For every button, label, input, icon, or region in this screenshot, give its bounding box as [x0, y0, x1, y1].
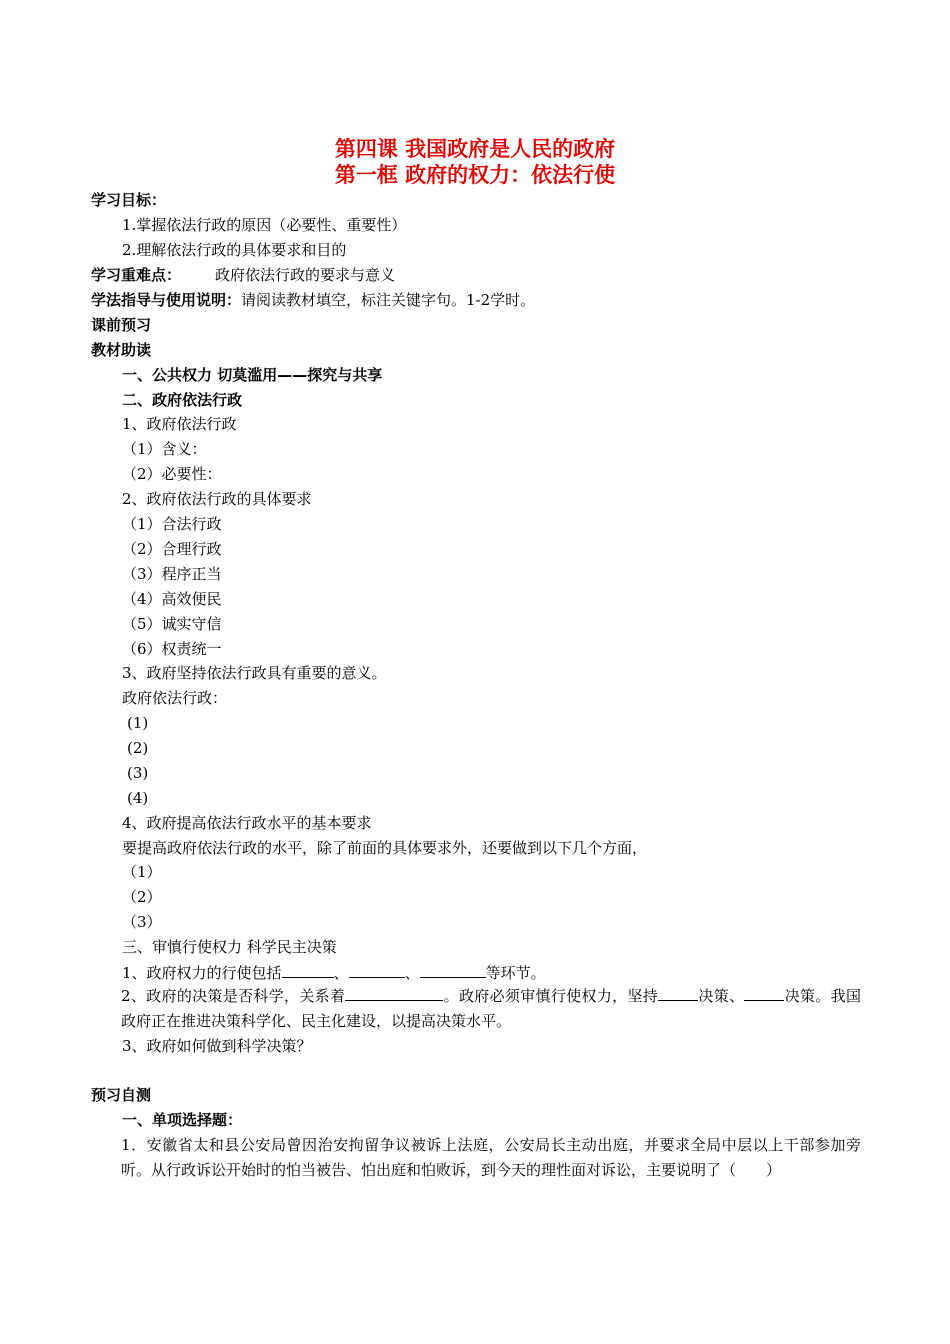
outline-subitem: （1）含义： [122, 440, 207, 458]
outline-item: 3、政府如何做到科学决策？ [122, 1037, 312, 1055]
answer-blank[interactable] [658, 985, 698, 1001]
outline-subitem: （3） [122, 913, 162, 931]
answer-blank[interactable] [744, 985, 784, 1001]
key-points-line [91, 265, 395, 285]
goals-label: 学习目标： [91, 191, 167, 209]
outline-item: 3、政府坚持依法行政具有重要的意义。 [122, 664, 387, 682]
preview-heading: 课前预习 [91, 316, 152, 334]
outline-section-1: 一、公共权力 切莫滥用——探究与共享 [122, 366, 383, 384]
outline-subitem: （1）合法行政 [122, 515, 222, 533]
fill-in-question-1 [122, 962, 546, 983]
outline-subitem: （2） [122, 888, 162, 906]
method-line [91, 290, 535, 310]
outline-subitem: (2) [127, 739, 149, 757]
fill-in-question-2 [91, 984, 861, 1034]
section-title: 第一框 政府的权力：依法行使 [334, 163, 616, 187]
outline-subitem: （5）诚实守信 [122, 615, 222, 633]
self-test-part-1: 一、单项选择题： [122, 1111, 243, 1129]
question-text: 决策。我国政府正在推进决策科学化、民主化建设，以提高决策水平。 [121, 987, 861, 1030]
outline-subitem: （4）高效便民 [122, 590, 222, 608]
outline-section-2: 二、政府依法行政 [122, 391, 243, 409]
outline-item: 4、政府提高依法行政水平的基本要求 [122, 814, 372, 832]
question-text: 决策、 [698, 987, 745, 1005]
answer-blank[interactable] [349, 962, 405, 978]
outline-lead: 政府依法行政： [122, 689, 228, 707]
outline-lead: 要提高政府依法行政的水平，除了前面的具体要求外，还要做到以下几个方面， [122, 839, 648, 857]
outline-subitem: （2）必要性： [122, 465, 222, 483]
method-label: 学法指导与使用说明： [91, 291, 242, 309]
key-points-label: 学习重难点： [91, 266, 182, 284]
reading-heading: 教材助读 [91, 341, 152, 359]
key-points-text: 政府依法行政的要求与意义 [215, 266, 396, 284]
goal-item-2: 2.理解依法行政的具体要求和目的 [122, 241, 347, 259]
question-text: 等环节。 [485, 964, 546, 982]
question-text: 1、政府权力的行使包括 [122, 964, 282, 982]
separator: 、 [404, 964, 420, 982]
outline-subitem: （6）权责统一 [122, 640, 222, 658]
self-test-heading: 预习自测 [91, 1086, 152, 1104]
outline-subitem: （3）程序正当 [122, 565, 222, 583]
outline-subitem: (4) [127, 789, 149, 807]
outline-item: 1、政府依法行政 [122, 415, 237, 433]
lesson-title: 第四课 我国政府是人民的政府 [334, 137, 616, 161]
question-text: 。政府必须审慎行使权力，坚持 [443, 987, 659, 1005]
question-1: 1．安徽省太和县公安局曾因治安拘留争议被诉上法庭，公安局长主动出庭，并要求全局中层以上干部参加旁听。从行政诉讼开始时的怕当被告、怕出庭和怕败诉，到今天的理性面对诉讼，主要说明了（ ） [121, 1136, 861, 1179]
outline-subitem: (3) [127, 764, 149, 782]
question-text: 2、政府的决策是否科学，关系着 [121, 987, 346, 1005]
outline-subitem: (1) [127, 714, 149, 732]
outline-section-3: 三、审慎行使权力 科学民主决策 [122, 938, 337, 956]
goal-item-1: 1.掌握依法行政的原因（必要性、重要性） [122, 216, 407, 234]
answer-blank[interactable] [282, 962, 334, 978]
answer-blank[interactable] [345, 985, 443, 1001]
outline-subitem: （1） [122, 863, 162, 881]
answer-blank[interactable] [420, 962, 486, 978]
outline-subitem: （2）合理行政 [122, 540, 222, 558]
separator: 、 [333, 964, 349, 982]
method-text: 请阅读教材填空，标注关键字句。1-2学时。 [241, 291, 536, 309]
outline-item: 2、政府依法行政的具体要求 [122, 490, 312, 508]
